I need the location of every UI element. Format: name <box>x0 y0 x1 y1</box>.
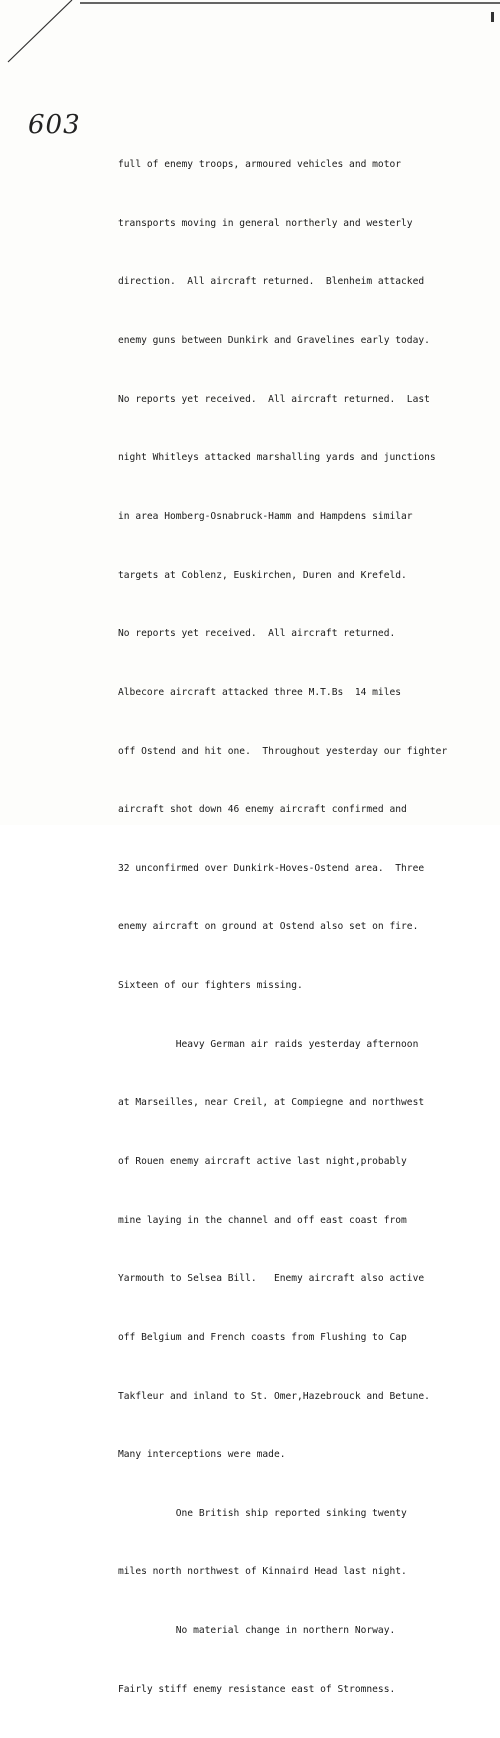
text-line: Takfleur and inland to St. Omer,Hazebrouck and Betune. <box>118 1390 430 1402</box>
text-line: Heavy German air raids yesterday afternoon <box>118 1038 419 1050</box>
text-line: off Belgium and French coasts from Flushing to Cap <box>118 1331 407 1343</box>
text-line: No reports yet received. All aircraft returned. <box>118 628 396 640</box>
scan-corner-marks <box>0 0 500 80</box>
text-line: Albecore aircraft attacked three M.T.Bs 14 miles <box>118 686 402 698</box>
text-line: enemy aircraft on ground at Ostend also set on fire. <box>118 921 419 933</box>
text-line: Many interceptions were made. <box>118 1449 286 1461</box>
text-line: miles north northwest of Kinnaird Head last night. <box>118 1566 407 1578</box>
text-line: full of enemy troops, armoured vehicles and motor <box>118 159 402 171</box>
text-line: off Ostend and hit one. Throughout yesterday our fighter <box>118 745 448 757</box>
text-line: No reports yet received. All aircraft returned. Last <box>118 393 430 405</box>
text-line: No material change in northern Norway. <box>118 1625 396 1637</box>
text-line: in area Homberg-Osnabruck-Hamm and Hampdens similar <box>118 510 413 522</box>
text-line: aircraft shot down 46 enemy aircraft confirmed and <box>118 804 407 816</box>
text-line: night Whitleys attacked marshalling yards and junctions <box>118 452 436 464</box>
text-line: targets at Coblenz, Euskirchen, Duren and Krefeld. <box>118 569 407 581</box>
text-line: One British ship reported sinking twenty <box>118 1507 407 1519</box>
scan-edge-mark <box>491 12 494 22</box>
margin-page-number: 603 <box>28 110 81 140</box>
text-line: mine laying in the channel and off east coast from <box>118 1214 407 1226</box>
text-line: 32 unconfirmed over Dunkirk-Hoves-Ostend area. Three <box>118 862 425 874</box>
text-line: direction. All aircraft returned. Blenheim attacked <box>118 276 425 288</box>
text-line: transports moving in general northerly and westerly <box>118 217 413 229</box>
text-line: enemy guns between Dunkirk and Gravelines early today. <box>118 335 430 347</box>
typewritten-body <box>118 116 490 1738</box>
text-line: Fairly stiff enemy resistance east of Stromness. <box>118 1683 396 1695</box>
text-line: at Marseilles, near Creil, at Compiegne and northwest <box>118 1097 425 1109</box>
text-line: Sixteen of our fighters missing. <box>118 980 303 992</box>
text-line: of Rouen enemy aircraft active last night,probably <box>118 1155 407 1167</box>
text-line: Yarmouth to Selsea Bill. Enemy aircraft also active <box>118 1273 425 1285</box>
